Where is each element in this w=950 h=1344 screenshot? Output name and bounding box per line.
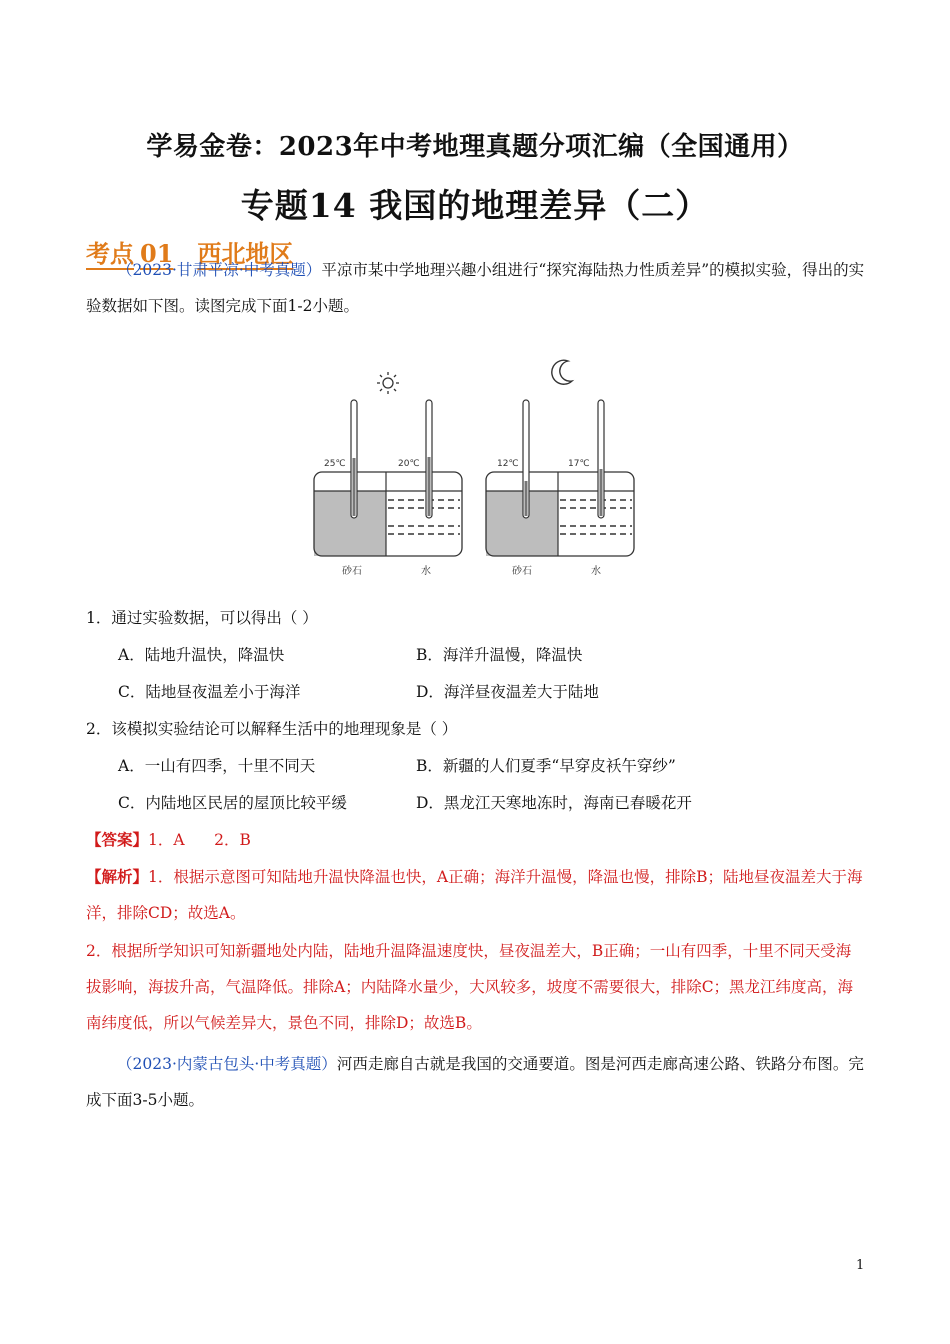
- analysis-paragraph-1: [86, 859, 866, 931]
- analysis-paragraph-2: 2．根据所学知识可知新疆地处内陆，陆地升温降温速度快，昼夜温差大，B正确；一山有四季，十里不同天受海拔影响，海拔升高，气温降低。排除A；内陆降水量少，大风较多，坡度不需要很大，排除C；黑龙江纬度高，海南纬度低，所以气候差异大，景色不同，排除D；故选B。: [86, 942, 854, 1032]
- intro-text-2: 河西走廊自古就是我国的交通要道。图是河西走廊高速公路、铁路分布图。完成下面3-5小题。: [86, 1055, 864, 1109]
- question-1-option-b: B．海洋升温慢，降温快: [416, 646, 583, 664]
- answer-label: 【答案】: [86, 830, 149, 849]
- answer-block: [86, 822, 866, 858]
- question-2-stem: 2．该模拟实验结论可以解释生活中的地理现象是（ ）: [86, 720, 458, 738]
- question-source-2: （2023·内蒙古包头·中考真题）: [117, 1055, 337, 1073]
- experiment-figure: [300, 355, 650, 585]
- temp-sand-night: 12℃: [497, 459, 519, 469]
- question-1-option-c: C．陆地昼夜温差小于海洋: [118, 683, 301, 701]
- question-1-option-d: D．海洋昼夜温差大于陆地: [416, 683, 599, 701]
- water-label-day: 水: [421, 566, 431, 577]
- document-title: 学易金卷：2023年中考地理真题分项汇编（全国通用）: [146, 132, 804, 162]
- intro-text: 平凉市某中学地理兴趣小组进行“探究海陆热力性质差异”的模拟实验，得出的实验数据如下图。读图完成下面1-2小题。: [86, 261, 865, 315]
- moon-icon: [552, 360, 572, 384]
- temp-sand-day: 25℃: [324, 459, 346, 469]
- analysis-text-1: 1．根据示意图可知陆地升温快降温也快，A正确；海洋升温慢，降温也慢，排除B；陆地昼夜温差大于海洋，排除CD；故选A。: [86, 868, 863, 922]
- section-label: 考点: [86, 239, 134, 268]
- section-number: 01: [140, 239, 174, 268]
- sand-label-night: 砂石: [512, 566, 532, 577]
- intro-paragraph-1: [86, 252, 866, 324]
- water-label-night: 水: [591, 566, 601, 577]
- question-2-option-d: D．黑龙江天寒地冻时，海南已春暖花开: [416, 794, 692, 812]
- document-subtitle: 专题14 我国的地理差异（二）: [240, 186, 710, 225]
- sand-label-day: 砂石: [342, 566, 362, 577]
- analysis-label: 【解析】: [86, 867, 149, 886]
- temp-water-night: 17℃: [568, 459, 590, 469]
- sun-icon: [377, 372, 399, 394]
- question-source: （2023·甘肃平凉·中考真题）: [117, 261, 322, 279]
- question-2-option-b: B．新疆的人们夏季“早穿皮袄午穿纱”: [416, 757, 676, 775]
- answer-text: 1．A 2．B: [148, 831, 251, 849]
- question-1-stem: 1．通过实验数据，可以得出（ ）: [86, 609, 318, 627]
- temp-water-day: 20℃: [398, 459, 420, 469]
- night-container: [486, 400, 634, 577]
- page-number: 1: [856, 1258, 865, 1273]
- question-2-option-a: A．一山有四季，十里不同天: [118, 757, 316, 775]
- intro-paragraph-2: [86, 1046, 866, 1118]
- section-name: 西北地区: [197, 239, 294, 268]
- question-2-option-c: C．内陆地区民居的屋顶比较平缓: [118, 794, 347, 812]
- question-1-option-a: A．陆地升温快，降温快: [118, 646, 285, 664]
- day-container: [314, 400, 462, 577]
